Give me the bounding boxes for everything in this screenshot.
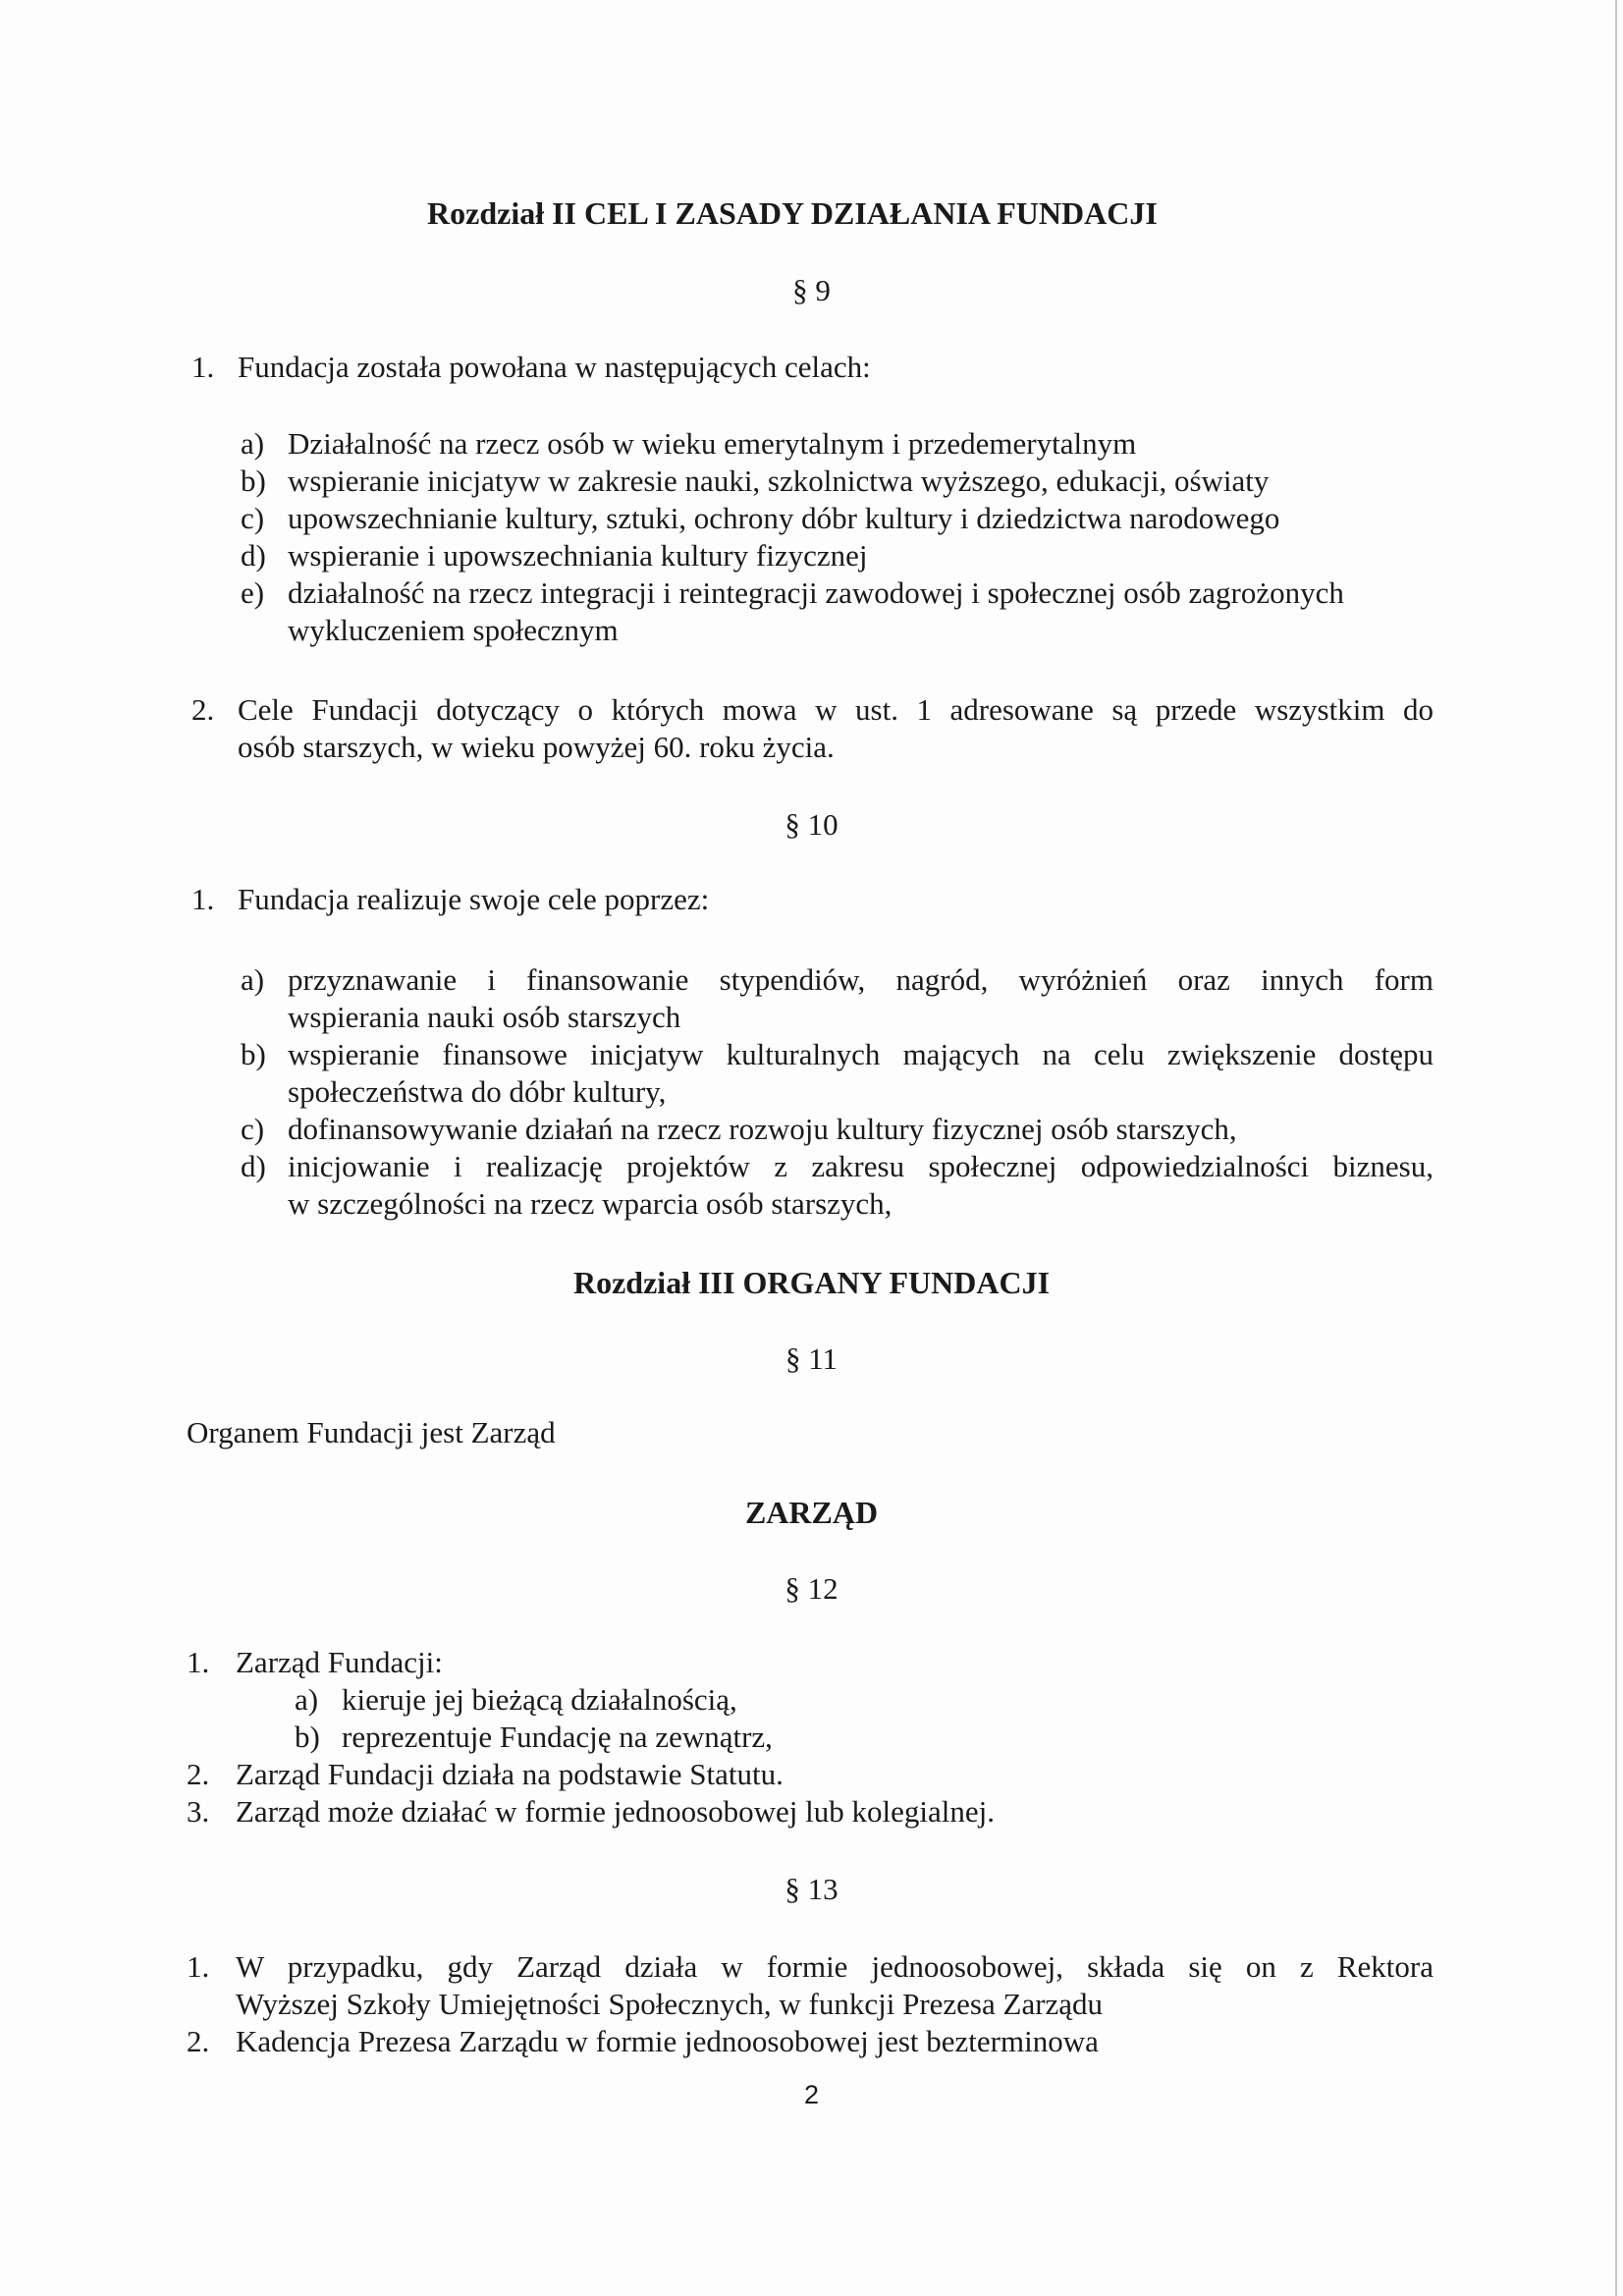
s9-p2-text-line2: osób starszych, w wieku powyżej 60. roku życia. [238, 730, 835, 764]
s10-b-text-line1: wspieranie finansowe inicjatyw kulturalnych mających na celu zwiększenie dostępu [288, 1037, 1434, 1071]
section-9-sign: § 9 [792, 273, 831, 307]
s10-p1-number: 1. [191, 882, 215, 916]
s13-p1-text-line2: Wyższej Szkoły Umiejętności Społecznych, w funkcji Prezesa Zarządu [236, 1987, 1104, 2021]
s12-a-label: a) [295, 1682, 319, 1717]
zarzad-title: ZARZĄD [744, 1495, 879, 1530]
s10-a-text-line2: wspierania nauki osób starszych [288, 1000, 681, 1034]
s9-d-text: wspieranie i upowszechniania kultury fizycznej [288, 538, 868, 573]
s9-e-text-line2: wykluczeniem społecznym [288, 613, 619, 647]
s13-p2-number: 2. [187, 2024, 210, 2058]
s10-c-label: c) [241, 1112, 265, 1146]
s9-b-text: wspieranie inicjatyw w zakresie nauki, szkolnictwa wyższego, edukacji, oświaty [288, 464, 1270, 498]
s13-p1-text-line1: W przypadku, gdy Zarząd działa w formie jednoosobowej, składa się on z Rektora [236, 1949, 1434, 1984]
s12-a-text: kieruje jej bieżącą działalnością, [342, 1682, 737, 1717]
section-11-sign: § 11 [784, 1341, 839, 1376]
s13-p1-number: 1. [187, 1949, 210, 1984]
s9-d-label: d) [241, 538, 266, 573]
chapter-3-title: Rozdział III ORGANY FUNDACJI [572, 1265, 1051, 1300]
page-number: 2 [803, 2080, 820, 2109]
s10-a-text-line1: przyznawanie i finansowanie stypendiów, nagród, wyróżnień oraz innych form [288, 962, 1434, 997]
s12-b-text: reprezentuje Fundację na zewnątrz, [342, 1720, 773, 1754]
s10-b-label: b) [241, 1037, 266, 1071]
s10-b-text-line2: społeczeństwa do dóbr kultury, [288, 1074, 667, 1109]
chapter-2-title: Rozdział II CEL I ZASADY DZIAŁANIA FUNDACJI [427, 195, 1158, 231]
s12-p1-text: Zarząd Fundacji: [236, 1645, 443, 1679]
s10-p1-text: Fundacja realizuje swoje cele poprzez: [238, 882, 710, 916]
s9-p2-text-line1: Cele Fundacji dotyczący o których mowa w ust. 1 adresowane są przede wszystkim do [238, 692, 1434, 727]
s9-b-label: b) [241, 464, 266, 498]
s9-a-text: Działalność na rzecz osób w wieku emerytalnym i przedemerytalnym [288, 426, 1137, 461]
s10-d-text-line2: w szczególności na rzecz wparcia osób starszych, [288, 1186, 893, 1221]
s12-b-label: b) [295, 1720, 320, 1754]
s9-p1-text: Fundacja została powołana w następujących celach: [238, 350, 871, 384]
s12-p2-text: Zarząd Fundacji działa na podstawie Statutu. [236, 1757, 784, 1791]
s12-p3-number: 3. [187, 1794, 210, 1829]
s9-p1-number: 1. [191, 350, 215, 384]
scan-edge-line [1615, 0, 1617, 2296]
s9-p2-number: 2. [191, 692, 215, 727]
s13-p2-text: Kadencja Prezesa Zarządu w formie jednoosobowej jest bezterminowa [236, 2024, 1099, 2058]
s9-c-text: upowszechnianie kultury, sztuki, ochrony dóbr kultury i dziedzictwa narodowego [288, 501, 1280, 535]
section-10-sign: § 10 [784, 807, 839, 842]
s10-c-text: dofinansowywanie działań na rzecz rozwoju kultury fizycznej osób starszych, [288, 1112, 1237, 1146]
s10-a-label: a) [241, 962, 265, 997]
s12-p3-text: Zarząd może działać w formie jednoosobowej lub kolegialnej. [236, 1794, 995, 1829]
section-12-sign: § 12 [784, 1571, 839, 1606]
s12-p2-number: 2. [187, 1757, 210, 1791]
s9-e-label: e) [241, 575, 265, 610]
s9-c-label: c) [241, 501, 265, 535]
s9-e-text-line1: działalność na rzecz integracji i reintegracji zawodowej i społecznej osób zagrożonych [288, 575, 1344, 610]
s9-a-label: a) [241, 426, 265, 461]
s10-d-text-line1: inicjowanie i realizację projektów z zakresu społecznej odpowiedzialności biznesu, [288, 1149, 1434, 1183]
s11-text: Organem Fundacji jest Zarząd [187, 1415, 556, 1449]
section-13-sign: § 13 [784, 1872, 839, 1906]
s10-d-label: d) [241, 1149, 266, 1183]
s12-p1-number: 1. [187, 1645, 210, 1679]
